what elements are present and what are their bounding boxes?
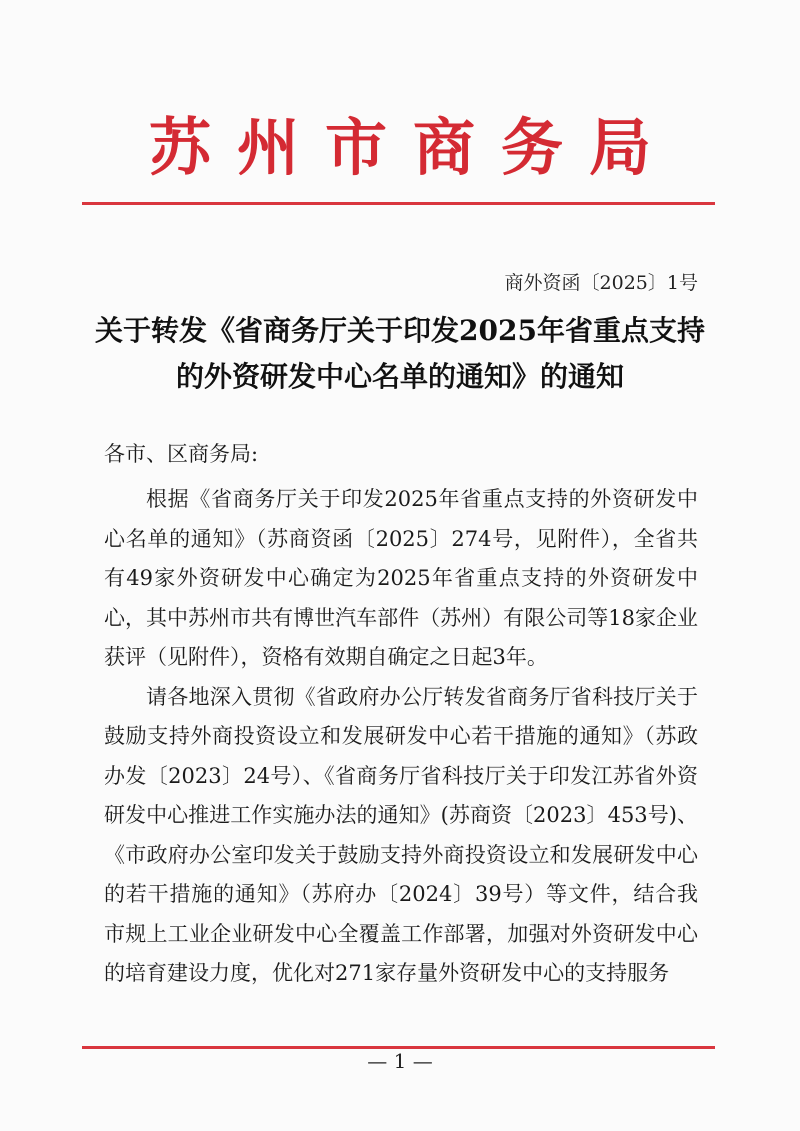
salutation: 各市、区商务局: [104, 442, 259, 466]
document-title: 关于转发《省商务厅关于印发2025年省重点支持的外资研发中心名单的通知》的通知 [95, 314, 705, 393]
document-number: 商外资函〔2025〕1号 [504, 272, 698, 294]
body-text [104, 480, 698, 994]
letterhead-red-rule [82, 202, 715, 205]
page-number: — 1 — [367, 1049, 433, 1073]
letterhead-org-name: 苏州市商务局 [148, 111, 677, 184]
body-paragraph-2: 请各地深入贯彻《省政府办公厅转发省商务厅省科技厅关于鼓励支持外商投资设立和发展研发中心若干措施的通知》（苏政办发〔2023〕24号）、《省商务厅省科技厅关于印发江苏省外资研发中心推进工作实施办法的通知》(苏商资〔2023〕453号)、《市政府办公室印发关于鼓励支持外商投资设立和发展研发中心的若干措施的通知》（苏府办〔2024〕39号）等文件，结合我市规上工业企业研发中心全覆盖工作部署，加强对外资研发中心的培育建设力度，优化对271家存量外资研发中心的支持服务 [104, 684, 698, 985]
body-paragraph-1: 根据《省商务厅关于印发2025年省重点支持的外资研发中心名单的通知》（苏商资函〔2025〕274号，见附件），全省共有49家外资研发中心确定为2025年省重点支持的外资研发中心，其中苏州市共有博世汽车部件（苏州）有限公司等18家企业获评（见附件），资格有效期自确定之日起3年。 [104, 487, 698, 669]
